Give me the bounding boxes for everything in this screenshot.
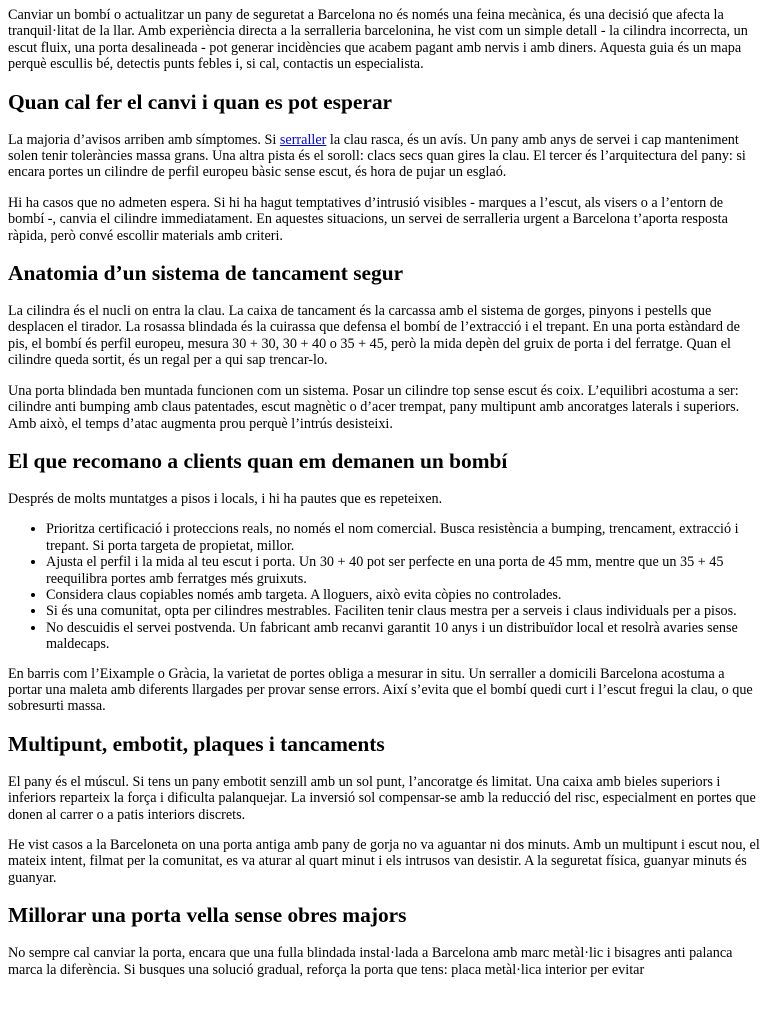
intro-paragraph: Canviar un bombí o actualitzar un pany de seguretat a Barcelona no és només una feina mecànica, és una decisió que afecta la tranquil·litat de la llar. Amb experiència directa a la serralleria barcelonina, he vist com un simple detall - la cilindra incorrecta, un escut fluix, una porta desalineada - pot generar incidències que acabem pagant amb nervis i amb diners. Aquesta guia és un mapa perquè escullis bé, detectis punts febles i, si cal, contactis un especialista. — [8, 7, 748, 73]
section-heading-when-to-change: Quan cal fer el canvi i quan es pot esperar — [8, 89, 393, 114]
list-item: • Ajusta el perfil i la mida al teu escut i porta. Un 30 + 40 pot ser perfecte en una porta de 45 mm, mentre que un 35 + 45 reequilibra portes amb ferratges més gruixuts. — [46, 554, 760, 587]
section-paragraph: Hi ha casos que no admeten espera. Si hi ha hagut temptatives d’intrusió visibles - marques a l’escut, als visers o a l’entorn de bombí -, canvia el cilindre immediatament. En aquestes situacions, un servei de serralleria urgent a Barcelona t’aporta resposta ràpida, però convé escollir materials amb criteri. — [8, 194, 728, 244]
section-heading-improve-old-door: Millorar una porta vella sense obres majors — [8, 903, 407, 928]
section-paragraph: Després de molts muntatges a pisos i locals, i hi ha pautes que es repeteixen. — [8, 490, 443, 507]
recommendation-list — [8, 521, 760, 652]
serraller-link[interactable]: serraller — [279, 131, 327, 148]
article — [8, 0, 760, 978]
section-paragraph: La cilindra és el nucli on entra la clau. La caixa de tancament és la carcassa amb el sistema de gorges, pinyons i pestells que desplacen el tirador. La rosassa blindada és la cuirassa que defensa el bombí de l’extracció i el trepant. En una porta estàndard de pis, el bombí és perfil europeu, mesura 30 + 30, 30 + 40 o 35 + 45, però la mida depèn del gruix de porta i del ferratge. Quan el cilindre queda sortit, és un regal per a qui sap trencar-lo. — [8, 303, 740, 369]
section-paragraph: He vist casos a la Barceloneta on una porta antiga amb pany de gorja no va aguantar ni dos minuts. Amb un multipunt i escut nou, el mateix intent, filmat per la comunitat, es va aturar al quart minut i els intrusos van desistir. A la seguretat física, guanyar minuts és guanyar. — [8, 837, 760, 886]
list-item: • Prioritza certificació i proteccions reals, no només el nom comercial. Busca resistència a bumping, trencament, extracció i trepant. Si porta targeta de propietat, millor. — [46, 521, 760, 554]
section-heading-anatomy: Anatomia d’un sistema de tancament segur — [8, 261, 404, 286]
list-item: • No descuidis el servei postvenda. Un fabricant amb recanvi garantit 10 anys i un distribuïdor local et resolrà avaries sense maldecaps. — [46, 620, 760, 653]
section-paragraph: Una porta blindada ben muntada funcionen com un sistema. Posar un cilindre top sense escut és coix. L’equilibri acostuma a ser: cilindre anti bumping amb claus patentades, escut magnètic o d’acer trempat, pany multipunt amb ancoratges laterals i superiors. Amb això, el temps d’atac augmenta prou perquè l’intrús desisteixi. — [8, 382, 740, 432]
section-paragraph: En barris com l’Eixample o Gràcia, la varietat de portes obliga a mesurar in situ. Un serraller a domicili Barcelona acostuma a portar una maleta amb diferents llargades per provar sense errors. Així s’evita que el bombí quedi curt i l’escut fregui la clau, o que sobresurti massa. — [8, 665, 753, 715]
section-paragraph: El pany és el múscul. Si tens un pany embotit senzill amb un sol punt, l’ancoratge és limitat. Una caixa amb bieles superiors i inferiors reparteix la força i dificulta palanquejar. La inversió sol compensar-se amb la reducció del risc, especialment en portes que donen al carrer o a patis interiors discrets. — [8, 773, 756, 823]
list-item: • Considera claus copiables només amb targeta. A lloguers, això evita còpies no controlades. — [46, 587, 760, 603]
section-heading-multipoint: Multipunt, embotit, plaques i tancaments — [8, 731, 385, 756]
section-heading-recommendations: El que recomano a clients quan em demanen un bombí — [8, 448, 508, 473]
section-paragraph — [8, 132, 760, 181]
paragraph-text: La majoria d’avisos arriben amb símptomes. Si — [8, 131, 280, 148]
paragraph-text: la clau rasca, és un avís. Un pany amb anys de servei i cap manteniment solen tenir toleràncies massa grans. Una altra pista és el soroll: clacs secs quan gires la clau. El tercer és l’arquitectura del pany: si encara portes un cilindre de perfil europeu bàsic sense escut, és hora de pujar un esglaó. — [8, 131, 746, 181]
list-item: • Si és una comunitat, opta per cilindres mestrables. Faciliten tenir claus mestra per a serveis i claus individuals per a pisos. — [46, 603, 760, 619]
section-paragraph: No sempre cal canviar la porta, encara que una fulla blindada instal·lada a Barcelona amb marc metàl·lic i bisagres anti palanca marca la diferència. Si busques una solució gradual, reforça la porta que tens: placa metàl·lica interior per evitar — [8, 945, 733, 978]
